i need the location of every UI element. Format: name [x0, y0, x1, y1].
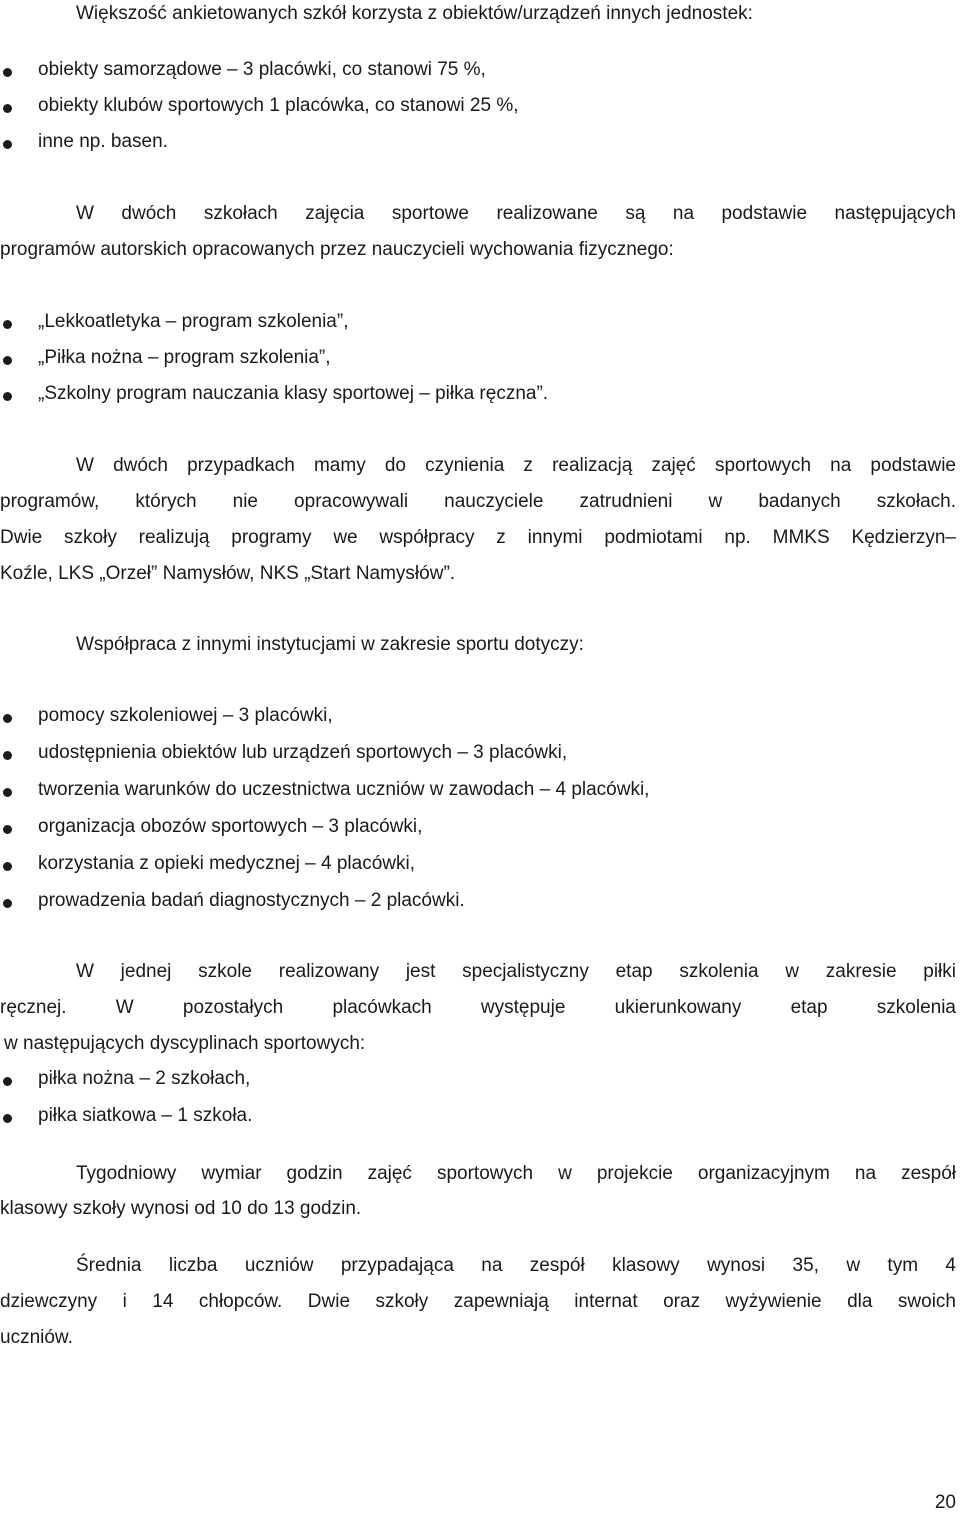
paragraph-line: Średnia liczba uczniów przypadająca na zespół klasowy wynosi 35, w tym 4	[76, 1255, 956, 1276]
paragraph-line: W dwóch przypadkach mamy do czynienia z realizacją zajęć sportowych na podstawie	[76, 455, 956, 476]
bullet-icon	[3, 751, 12, 760]
paragraph-line: W jednej szkole realizowany jest specjalistyczny etap szkolenia w zakresie piłki	[76, 961, 956, 982]
bullet-icon	[3, 1077, 12, 1086]
paragraph-line: Koźle, LKS „Orzeł” Namysłów, NKS „Start Namysłów”.	[0, 563, 456, 584]
bullet-icon	[3, 825, 12, 834]
bullet-icon	[3, 862, 12, 871]
bullet-icon	[3, 899, 12, 908]
paragraph-line: Tygodniowy wymiar godzin zajęć sportowych w projekcie organizacyjnym na zespół	[76, 1163, 956, 1184]
paragraph-line: W dwóch szkołach zajęcia sportowe realizowane są na podstawie następujących	[76, 203, 956, 224]
list-item: prowadzenia badań diagnostycznych – 2 placówki.	[38, 890, 465, 911]
bullet-icon	[3, 68, 12, 77]
bullet-icon	[3, 788, 12, 797]
paragraph-line: dziewczyny i 14 chłopców. Dwie szkoły zapewniają internat oraz wyżywienie dla swoich	[0, 1291, 956, 1312]
intro-text: Większość ankietowanych szkół korzysta z obiektów/urządzeń innych jednostek:	[76, 3, 753, 24]
paragraph-line: uczniów.	[0, 1327, 73, 1348]
list-item: „Piłka nożna – program szkolenia”,	[38, 347, 331, 368]
list-item: udostępnienia obiektów lub urządzeń sportowych – 3 placówki,	[38, 742, 568, 763]
bullet-icon	[3, 392, 12, 401]
bullet-icon	[3, 356, 12, 365]
list-item: pomocy szkoleniowej – 3 placówki,	[38, 705, 333, 726]
list-item: inne np. basen.	[38, 131, 168, 152]
paragraph-line: Dwie szkoły realizują programy we współpracy z innymi podmiotami np. MMKS Kędzierzyn–	[0, 527, 956, 548]
paragraph-line: programów autorskich opracowanych przez nauczycieli wychowania fizycznego:	[0, 239, 674, 260]
paragraph-line: ręcznej. W pozostałych placówkach występuje ukierunkowany etap szkolenia	[0, 997, 956, 1018]
bullet-icon	[3, 320, 12, 329]
bullet-icon	[3, 1114, 12, 1123]
paragraph-line: w następujących dyscyplinach sportowych:	[4, 1033, 366, 1054]
list-item: obiekty klubów sportowych 1 placówka, co stanowi 25 %,	[38, 95, 519, 116]
bullet-icon	[3, 104, 12, 113]
cooperation-intro: Współpraca z innymi instytucjami w zakresie sportu dotyczy:	[76, 634, 584, 655]
page-number: 20	[934, 1492, 956, 1513]
bullet-icon	[3, 140, 12, 149]
list-item: obiekty samorządowe – 3 placówki, co stanowi 75 %,	[38, 59, 486, 80]
paragraph-line: klasowy szkoły wynosi od 10 do 13 godzin.	[0, 1198, 362, 1219]
list-item: tworzenia warunków do uczestnictwa uczniów w zawodach – 4 placówki,	[38, 779, 650, 800]
list-item: organizacja obozów sportowych – 3 placówki,	[38, 816, 423, 837]
paragraph-line: programów, których nie opracowywali nauczyciele zatrudnieni w badanych szkołach.	[0, 491, 956, 512]
bullet-icon	[3, 714, 12, 723]
list-item: „Lekkoatletyka – program szkolenia”,	[38, 311, 349, 332]
list-item: piłka nożna – 2 szkołach,	[38, 1068, 251, 1089]
list-item: korzystania z opieki medycznej – 4 placówki,	[38, 853, 416, 874]
list-item: piłka siatkowa – 1 szkoła.	[38, 1105, 253, 1126]
list-item: „Szkolny program nauczania klasy sportowej – piłka ręczna”.	[38, 383, 549, 404]
